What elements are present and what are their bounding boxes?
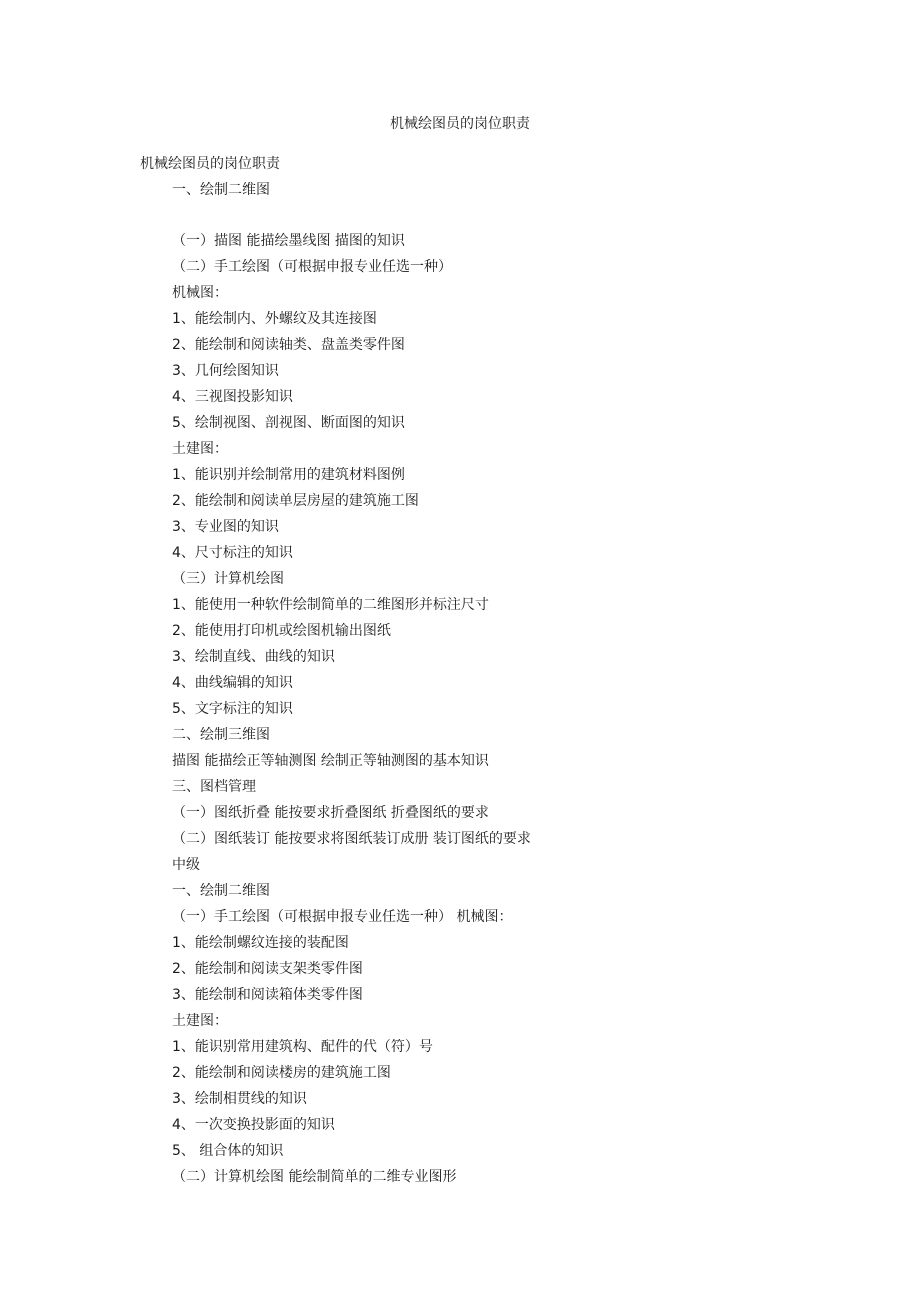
text-line: 4、三视图投影知识: [172, 389, 293, 405]
body-heading: 机械绘图员的岗位职责: [140, 156, 280, 172]
text-line: 3、几何绘图知识: [172, 363, 279, 379]
text-line: 一、绘制二维图: [172, 182, 270, 198]
document-title: 机械绘图员的岗位职责: [390, 116, 530, 132]
text-line: 3、绘制相贯线的知识: [172, 1091, 307, 1107]
text-line: 3、绘制直线、曲线的知识: [172, 649, 335, 665]
text-line: 3、专业图的知识: [172, 519, 279, 535]
text-line: 三、图档管理: [172, 779, 256, 795]
text-line: 二、绘制三维图: [172, 727, 270, 743]
text-line: 一、绘制二维图: [172, 883, 270, 899]
text-line: 4、尺寸标注的知识: [172, 545, 293, 561]
text-line: 2、能绘制和阅读支架类零件图: [172, 961, 363, 977]
text-line: （一）图纸折叠 能按要求折叠图纸 折叠图纸的要求: [172, 805, 489, 821]
text-line: 2、能绘制和阅读轴类、盘盖类零件图: [172, 337, 405, 353]
text-line: 4、曲线编辑的知识: [172, 675, 293, 691]
text-line: 5、 组合体的知识: [172, 1143, 284, 1159]
text-line: （二）手工绘图（可根据申报专业任选一种）: [172, 259, 452, 275]
text-line: 2、能绘制和阅读楼房的建筑施工图: [172, 1065, 391, 1081]
text-line: 中级: [172, 857, 200, 873]
text-line: 1、能识别并绘制常用的建筑材料图例: [172, 467, 405, 483]
text-line: 土建图：: [172, 1013, 228, 1029]
text-line: 5、文字标注的知识: [172, 701, 293, 717]
text-line: 4、一次变换投影面的知识: [172, 1117, 335, 1133]
text-line: 3、能绘制和阅读箱体类零件图: [172, 987, 363, 1003]
text-line: 土建图：: [172, 441, 228, 457]
text-line: 描图 能描绘正等轴测图 绘制正等轴测图的基本知识: [172, 753, 489, 769]
text-line: （一）描图 能描绘墨线图 描图的知识: [172, 233, 405, 249]
text-line: （二）图纸装订 能按要求将图纸装订成册 装订图纸的要求: [172, 831, 531, 847]
text-line: （一）手工绘图（可根据申报专业任选一种） 机械图：: [172, 909, 513, 925]
text-line: 1、能使用一种软件绘制简单的二维图形并标注尺寸: [172, 597, 489, 613]
text-line: （二）计算机绘图 能绘制简单的二维专业图形: [172, 1169, 457, 1185]
text-line: （三）计算机绘图: [172, 571, 284, 587]
text-line: 2、能绘制和阅读单层房屋的建筑施工图: [172, 493, 419, 509]
text-line: 2、能使用打印机或绘图机输出图纸: [172, 623, 391, 639]
text-line: 1、能识别常用建筑构、配件的代（符）号: [172, 1039, 433, 1055]
text-line: 1、能绘制内、外螺纹及其连接图: [172, 311, 377, 327]
text-line: 1、能绘制螺纹连接的装配图: [172, 935, 349, 951]
text-line: 5、绘制视图、剖视图、断面图的知识: [172, 415, 405, 431]
text-line: 机械图：: [172, 285, 228, 301]
